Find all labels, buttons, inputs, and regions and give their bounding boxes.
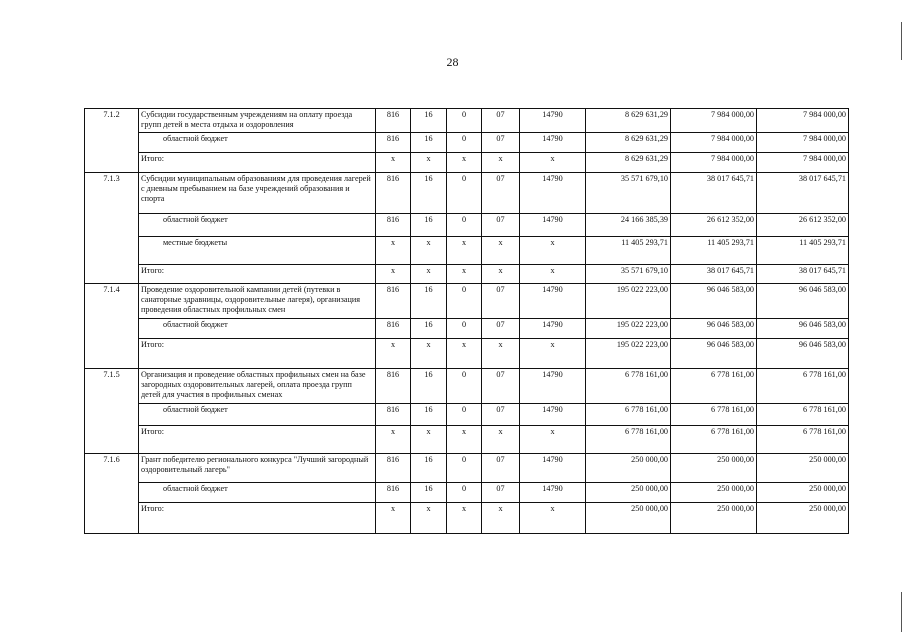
code-item: 07 [482, 483, 520, 503]
amount-year-2: 11 405 293,71 [671, 237, 757, 265]
row-description: Итого: [139, 426, 376, 454]
code-item: x [482, 503, 520, 534]
amount-year-1: 195 022 223,00 [586, 284, 671, 319]
code-ministry: x [376, 503, 411, 534]
table-row [85, 339, 849, 369]
item-code: 7.1.3 [85, 173, 139, 284]
row-description: Проведение оздоровительной кампании детей (путевки в санаторные здравницы, оздоровительные лагеря), организация проведения областных профильных смен [139, 284, 376, 319]
code-ministry: 816 [376, 319, 411, 339]
code-section: x [411, 153, 447, 173]
row-description: Организация и проведение областных профильных смен на базе загородных оздоровительных лагерей, оплата проезда групп детей для участия в профильных сменах [139, 369, 376, 404]
item-code: 7.1.4 [85, 284, 139, 369]
code-target: 14790 [520, 173, 586, 214]
row-description: Итого: [139, 339, 376, 369]
code-item: 07 [482, 454, 520, 483]
code-section: x [411, 265, 447, 284]
amount-year-1: 35 571 679,10 [586, 265, 671, 284]
code-subsection: 0 [447, 319, 482, 339]
code-subsection: x [447, 503, 482, 534]
code-item: 07 [482, 404, 520, 426]
amount-year-3: 6 778 161,00 [757, 404, 849, 426]
amount-year-1: 250 000,00 [586, 483, 671, 503]
amount-year-1: 35 571 679,10 [586, 173, 671, 214]
row-description: Итого: [139, 265, 376, 284]
code-section: x [411, 237, 447, 265]
code-ministry: x [376, 153, 411, 173]
amount-year-2: 96 046 583,00 [671, 319, 757, 339]
code-ministry: 816 [376, 133, 411, 153]
amount-year-2: 96 046 583,00 [671, 284, 757, 319]
table-row [85, 173, 849, 214]
row-description: Субсидии муниципальным образованиям для проведения лагерей с дневным пребыванием на базе учреждений образования и спорта [139, 173, 376, 214]
code-subsection: x [447, 153, 482, 173]
code-section: 16 [411, 133, 447, 153]
amount-year-3: 6 778 161,00 [757, 369, 849, 404]
item-code: 7.1.5 [85, 369, 139, 454]
code-section: x [411, 503, 447, 534]
code-item: x [482, 153, 520, 173]
code-target: 14790 [520, 284, 586, 319]
code-ministry: 816 [376, 369, 411, 404]
budget-table [84, 108, 849, 534]
row-description: Субсидии государственным учреждениям на оплату проезда групп детей в места отдыха и оздоровления [139, 109, 376, 133]
code-section: 16 [411, 319, 447, 339]
row-description: областной бюджет [139, 404, 376, 426]
table-row [85, 319, 849, 339]
code-ministry: 816 [376, 109, 411, 133]
code-target: 14790 [520, 404, 586, 426]
amount-year-1: 24 166 385,39 [586, 214, 671, 237]
amount-year-3: 6 778 161,00 [757, 426, 849, 454]
amount-year-3: 7 984 000,00 [757, 109, 849, 133]
code-ministry: x [376, 237, 411, 265]
code-section: 16 [411, 454, 447, 483]
amount-year-2: 6 778 161,00 [671, 426, 757, 454]
code-section: 16 [411, 483, 447, 503]
table-row [85, 133, 849, 153]
amount-year-2: 250 000,00 [671, 454, 757, 483]
amount-year-2: 250 000,00 [671, 503, 757, 534]
amount-year-2: 38 017 645,71 [671, 173, 757, 214]
amount-year-1: 11 405 293,71 [586, 237, 671, 265]
code-subsection: 0 [447, 369, 482, 404]
code-section: 16 [411, 109, 447, 133]
amount-year-1: 195 022 223,00 [586, 319, 671, 339]
code-target: x [520, 503, 586, 534]
code-item: 07 [482, 214, 520, 237]
code-section: 16 [411, 369, 447, 404]
table-row [85, 109, 849, 133]
table-row [85, 214, 849, 237]
table-row [85, 454, 849, 483]
code-target: 14790 [520, 133, 586, 153]
amount-year-2: 6 778 161,00 [671, 369, 757, 404]
table-row [85, 369, 849, 404]
amount-year-1: 6 778 161,00 [586, 404, 671, 426]
amount-year-2: 7 984 000,00 [671, 109, 757, 133]
amount-year-2: 26 612 352,00 [671, 214, 757, 237]
code-target: x [520, 339, 586, 369]
code-target: 14790 [520, 214, 586, 237]
item-code: 7.1.2 [85, 109, 139, 173]
amount-year-3: 38 017 645,71 [757, 173, 849, 214]
page-number: 28 [446, 55, 459, 69]
code-ministry: 816 [376, 173, 411, 214]
code-item: 07 [482, 369, 520, 404]
code-ministry: 816 [376, 454, 411, 483]
code-section: 16 [411, 284, 447, 319]
row-description: Грант победителю регионального конкурса "Лучший загородный оздоровительный лагерь" [139, 454, 376, 483]
table-row [85, 265, 849, 284]
code-section: x [411, 339, 447, 369]
row-description: местные бюджеты [139, 237, 376, 265]
amount-year-1: 195 022 223,00 [586, 339, 671, 369]
code-target: 14790 [520, 319, 586, 339]
table-row [85, 284, 849, 319]
row-description: областной бюджет [139, 483, 376, 503]
amount-year-1: 250 000,00 [586, 503, 671, 534]
code-target: 14790 [520, 109, 586, 133]
code-subsection: 0 [447, 284, 482, 319]
code-target: x [520, 265, 586, 284]
amount-year-3: 250 000,00 [757, 503, 849, 534]
code-subsection: 0 [447, 404, 482, 426]
code-item: 07 [482, 109, 520, 133]
code-target: 14790 [520, 369, 586, 404]
table-row [85, 483, 849, 503]
code-target: 14790 [520, 454, 586, 483]
code-item: 07 [482, 319, 520, 339]
code-subsection: 0 [447, 214, 482, 237]
code-target: x [520, 153, 586, 173]
amount-year-3: 96 046 583,00 [757, 319, 849, 339]
code-section: 16 [411, 173, 447, 214]
amount-year-3: 7 984 000,00 [757, 153, 849, 173]
code-subsection: x [447, 339, 482, 369]
scan-edge-mark [901, 22, 902, 60]
row-description: областной бюджет [139, 133, 376, 153]
code-ministry: 816 [376, 214, 411, 237]
amount-year-3: 7 984 000,00 [757, 133, 849, 153]
code-subsection: 0 [447, 173, 482, 214]
row-description: областной бюджет [139, 319, 376, 339]
row-description: Итого: [139, 503, 376, 534]
code-item: x [482, 237, 520, 265]
amount-year-2: 38 017 645,71 [671, 265, 757, 284]
amount-year-2: 96 046 583,00 [671, 339, 757, 369]
amount-year-2: 6 778 161,00 [671, 404, 757, 426]
code-subsection: x [447, 237, 482, 265]
amount-year-3: 250 000,00 [757, 454, 849, 483]
code-subsection: 0 [447, 483, 482, 503]
code-section: x [411, 426, 447, 454]
amount-year-3: 96 046 583,00 [757, 339, 849, 369]
code-item: x [482, 265, 520, 284]
amount-year-1: 6 778 161,00 [586, 369, 671, 404]
amount-year-2: 250 000,00 [671, 483, 757, 503]
code-target: 14790 [520, 483, 586, 503]
code-ministry: x [376, 339, 411, 369]
code-ministry: 816 [376, 404, 411, 426]
code-item: x [482, 426, 520, 454]
amount-year-1: 8 629 631,29 [586, 153, 671, 173]
code-section: 16 [411, 214, 447, 237]
amount-year-3: 96 046 583,00 [757, 284, 849, 319]
code-subsection: 0 [447, 109, 482, 133]
table-row [85, 237, 849, 265]
code-subsection: x [447, 265, 482, 284]
amount-year-2: 7 984 000,00 [671, 133, 757, 153]
code-section: 16 [411, 404, 447, 426]
code-item: 07 [482, 133, 520, 153]
table-row [85, 153, 849, 173]
amount-year-3: 250 000,00 [757, 483, 849, 503]
code-item: x [482, 339, 520, 369]
table-row [85, 503, 849, 534]
code-subsection: 0 [447, 454, 482, 483]
code-ministry: x [376, 426, 411, 454]
code-subsection: x [447, 426, 482, 454]
code-ministry: 816 [376, 483, 411, 503]
code-target: x [520, 237, 586, 265]
amount-year-1: 8 629 631,29 [586, 109, 671, 133]
amount-year-1: 8 629 631,29 [586, 133, 671, 153]
row-description: областной бюджет [139, 214, 376, 237]
item-code: 7.1.6 [85, 454, 139, 534]
amount-year-1: 6 778 161,00 [586, 426, 671, 454]
amount-year-3: 26 612 352,00 [757, 214, 849, 237]
row-description: Итого: [139, 153, 376, 173]
table-row [85, 404, 849, 426]
code-ministry: x [376, 265, 411, 284]
table-row [85, 426, 849, 454]
amount-year-3: 11 405 293,71 [757, 237, 849, 265]
code-item: 07 [482, 284, 520, 319]
code-item: 07 [482, 173, 520, 214]
amount-year-3: 38 017 645,71 [757, 265, 849, 284]
code-ministry: 816 [376, 284, 411, 319]
code-subsection: 0 [447, 133, 482, 153]
amount-year-2: 7 984 000,00 [671, 153, 757, 173]
scan-edge-mark [901, 592, 902, 632]
code-target: x [520, 426, 586, 454]
amount-year-1: 250 000,00 [586, 454, 671, 483]
